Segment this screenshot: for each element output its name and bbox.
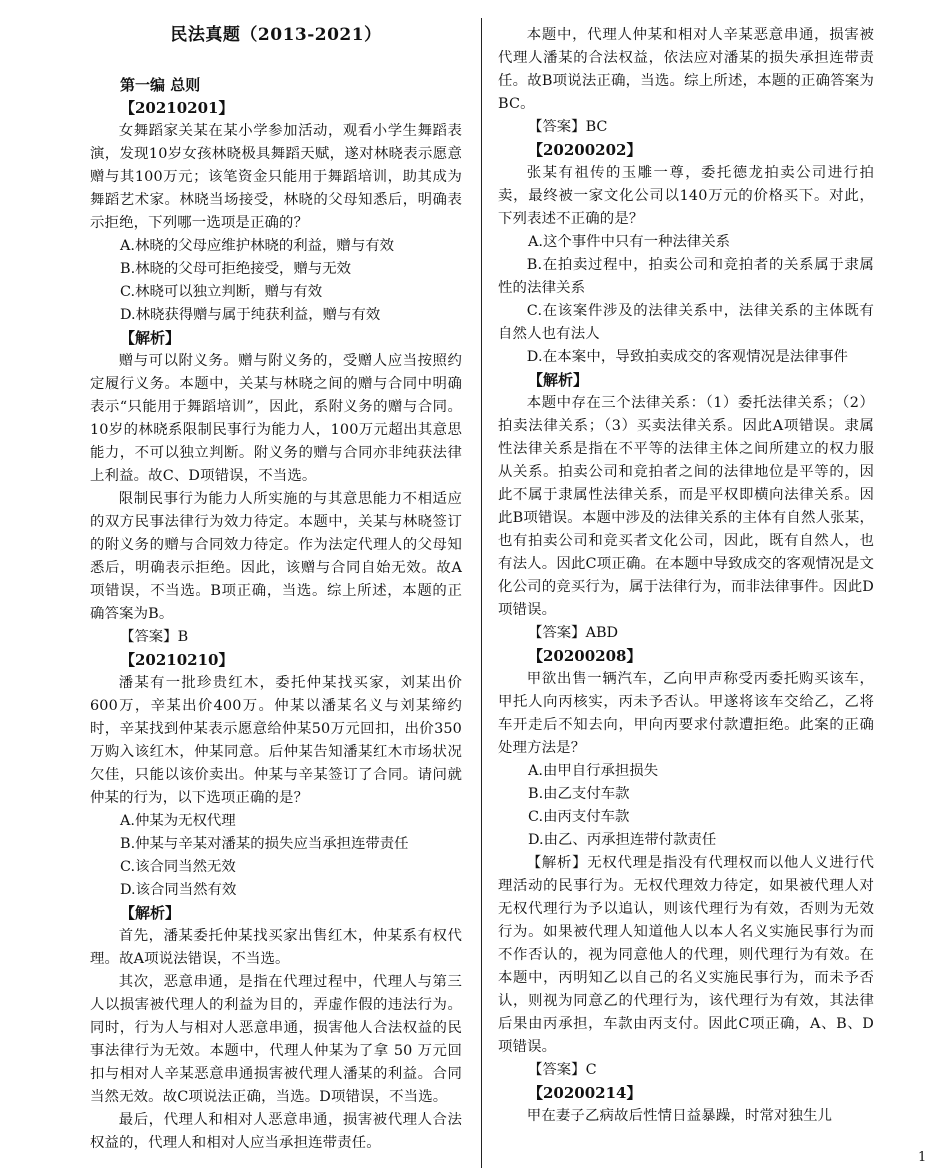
- question-stem: 潘某有一批珍贵红木，委托仲某找买家，刘某出价600万，辛某出价400万。仲某以潘某名义与刘某缔约时，辛某找到仲某表示愿意给仲某50万元回扣，出价350万购入该红木，仲某同意。后仲某告知潘某红木市场状况欠佳，只能以该价卖出。仲某与辛某签订了合同。请问就仲某的行为，以下选项正确的是？: [90, 675, 462, 806]
- option: A.林晓的父母应维护林晓的利益，赠与有效: [120, 238, 394, 254]
- question-id: 【20210201】: [120, 99, 234, 117]
- option: D.在本案中，导致拍卖成交的客观情况是法律事件: [526, 349, 849, 365]
- option: C.林晓可以独立判断，赠与有效: [120, 284, 323, 300]
- option: C.该合同当然无效: [120, 859, 236, 875]
- option: B.林晓的父母可拒绝接受，赠与无效: [120, 261, 352, 277]
- option: D.由乙、丙承担连带付款责任: [528, 832, 717, 848]
- option: A.这个事件中只有一种法律关系: [528, 234, 731, 250]
- section-heading: 第一编 总则: [120, 76, 201, 94]
- question-id: 【20210210】: [120, 651, 234, 669]
- question-stem: 甲欲出售一辆汽车，乙向甲声称受丙委托购买该车，甲托人向丙核实，丙未予否认。甲遂将该车交给乙，乙将车开走后不知去向，甲向丙要求付款遭拒绝。此案的正确处理方法是？: [498, 671, 874, 756]
- analysis-paragraph: 最后，代理人和相对人恶意串通，损害被代理人合法权益的，代理人和相对人应当承担连带责任。: [90, 1112, 462, 1151]
- question-stem: 张某有祖传的玉雕一尊，委托德龙拍卖公司进行拍卖，最终被一家文化公司以140万元的价格买下。对此，下列表述不正确的是？: [498, 165, 874, 227]
- question-id: 【20200202】: [528, 141, 642, 159]
- left-column: [90, 24, 462, 1155]
- option: B.由乙支付车款: [528, 786, 630, 802]
- option: A.仲某为无权代理: [120, 813, 236, 829]
- answer: 【答案】ABD: [528, 625, 619, 641]
- option: D.林晓获得赠与属于纯获利益，赠与有效: [120, 307, 381, 323]
- analysis-paragraph: 赠与可以附义务。赠与附义务的，受赠人应当按照约定履行义务。本题中，关某与林晓之间的赠与合同中明确表示“只能用于舞蹈培训”，因此，系附义务的赠与合同。10岁的林晓系限制民事行为能力人，100万元超出其意思能力，不可以独立判断。附义务的赠与合同亦非纯获法律上利益。故C、D项错误，不当选。: [90, 353, 462, 484]
- analysis-label: 【解析】: [120, 904, 181, 922]
- analysis-label: 【解析】: [120, 329, 181, 347]
- option: C.在该案件涉及的法律关系中，法律关系的主体既有自然人也有法人: [498, 303, 874, 342]
- column-divider: [481, 18, 482, 1168]
- page-number: 1: [918, 1150, 927, 1165]
- answer: 【答案】B: [120, 629, 189, 645]
- analysis-label: 【解析】: [528, 371, 589, 389]
- question-id: 【20200208】: [528, 647, 642, 665]
- analysis-paragraph: 本题中存在三个法律关系：（1）委托法律关系；（2）拍卖法律关系；（3）买卖法律关系。因此A项错误。隶属性法律关系是指在不平等的法律主体之间所建立的权力服从关系。拍卖公司和竞拍者之间的法律地位是平等的，因此不属于隶属性法律关系，而是平权即横向法律关系。因此B项错误。本题中涉及的法律关系的主体有自然人张某，也有拍卖公司和竞买者文化公司，因此，既有自然人，也有法人。因此C项正确。在本题中导致成交的客观情况是文化公司的竞买行为，属于法律行为，而非法律事件。因此D项错误。: [498, 395, 874, 618]
- analysis-paragraph: 本题中，代理人仲某和相对人辛某恶意串通，损害被代理人潘某的合法权益，依法应对潘某的损失承担连带责任。故B项说法正确，当选。综上所述，本题的正确答案为BC。: [498, 27, 874, 112]
- analysis-paragraph: 限制民事行为能力人所实施的与其意思能力不相适应的双方民事法律行为效力待定。本题中，关某与林晓签订的附义务的赠与合同效力待定。作为法定代理人的父母知悉后，明确表示拒绝。因此，该赠与合同自始无效。故A项错误，不当选。B项正确，当选。综上所述，本题的正确答案为B。: [90, 491, 462, 622]
- page-title: 民法真题（2013-2021）: [170, 25, 382, 45]
- analysis-paragraph: 其次，恶意串通，是指在代理过程中，代理人与第三人以损害被代理人的利益为目的，弄虚作假的违法行为。同时，行为人与相对人恶意串通，损害他人合法权益的民事法律行为无效。本题中，代理人仲某为了拿 50 万元回扣与相对人辛某恶意串通损害被代理人潘某的利益。合同当然无效。故C项说法正确，当选。D项错误，不当选。: [90, 974, 462, 1105]
- analysis-paragraph: 【解析】无权代理是指没有代理权而以他人义进行代理活动的民事行为。无权代理效力待定，如果被代理人对无权代理行为予以追认，则该代理行为有效，否则为无效行为。如果被代理人知道他人以本人名义实施民事行为而不作否认的，视为同意他人的代理，则代理行为有效。在本题中，丙明知乙以自己的名义实施民事行为，而未予否认，则视为同意乙的代理行为，该代理行为有效，其法律后果由丙承担，车款由丙支付。因此C项正确，A、B、D项错误。: [498, 855, 874, 1055]
- right-column: [498, 24, 874, 1128]
- question-id: 【20200214】: [528, 1084, 642, 1102]
- question-stem: 甲在妻子乙病故后性情日益暴躁，时常对独生儿: [526, 1108, 833, 1124]
- option: D.该合同当然有效: [120, 882, 237, 898]
- option: B.仲某与辛某对潘某的损失应当承担连带责任: [120, 836, 409, 852]
- analysis-paragraph: 首先，潘某委托仲某找买家出售红木，仲某系有权代理。故A项说法错误，不当选。: [90, 928, 462, 967]
- option: B.在拍卖过程中，拍卖公司和竞拍者的关系属于隶属性的法律关系: [498, 257, 874, 296]
- answer: 【答案】C: [528, 1062, 597, 1078]
- option: C.由丙支付车款: [528, 809, 630, 825]
- option: A.由甲自行承担损失: [528, 763, 659, 779]
- answer: 【答案】BC: [528, 119, 608, 135]
- question-stem: 女舞蹈家关某在某小学参加活动，观看小学生舞蹈表演，发现10岁女孩林晓极具舞蹈天赋，遂对林晓表示愿意赠与其100万元；该笔资金只能用于舞蹈培训，助其成为舞蹈艺术家。林晓当场接受，林晓的父母知悉后，明确表示拒绝，下列哪一选项是正确的？: [90, 123, 462, 231]
